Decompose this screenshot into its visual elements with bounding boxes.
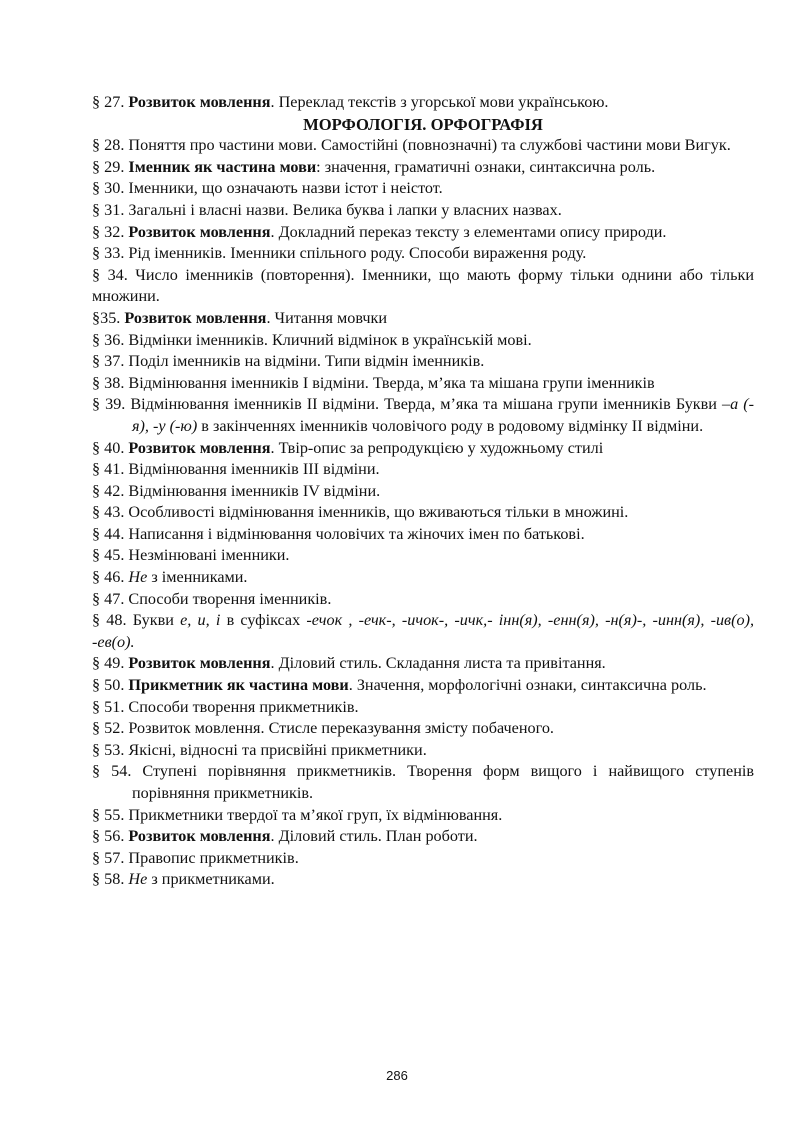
- section-number: § 27.: [92, 93, 129, 111]
- section-paragraph-p47: [92, 589, 754, 611]
- paragraph-text: § 45. Незмінювані іменники.: [92, 546, 290, 565]
- paragraph-text: § 49.: [92, 654, 129, 673]
- section-paragraph-p56: [92, 826, 754, 848]
- paragraph-text: . Читання мовчки: [266, 308, 388, 327]
- section-paragraph-p38: [92, 373, 754, 395]
- paragraph-text: в суфіксах: [220, 611, 307, 630]
- section-paragraph-p53: [92, 740, 754, 762]
- paragraph-text: . Значення, морфологічні ознаки, синтаксична роль.: [348, 676, 707, 695]
- section-paragraph-p42: [92, 481, 754, 503]
- section-paragraph-p46: [92, 567, 754, 589]
- paragraph-text: § 38. Відмінювання іменників І відміни. Тверда, м’яка та мішана групи іменників: [92, 373, 655, 392]
- paragraph-text: § 37. Поділ іменників на відміни. Типи відмін іменників.: [92, 352, 485, 371]
- bold-term: Розвиток мовлення: [128, 222, 271, 241]
- section-paragraph-p39: [92, 394, 754, 437]
- section-heading: МОРФОЛОГІЯ. ОРФОГРАФІЯ: [303, 114, 543, 134]
- paragraph-text: § 39. Відмінювання іменників ІІ відміни. Тверда, м’яка та мішана групи іменників Букви: [92, 395, 722, 414]
- section-paragraph-p49: [92, 653, 754, 675]
- section-text: . Переклад текстів з угорської мови українською.: [270, 93, 609, 111]
- paragraph-text: з іменниками.: [147, 568, 248, 587]
- paragraph-list: [92, 135, 754, 891]
- section-27-paragraph: [92, 92, 754, 114]
- paragraph-text: § 44. Написання і відмінювання чоловічих та жіночих імен по батькові.: [92, 524, 585, 543]
- section-paragraph-p55: [92, 805, 754, 827]
- paragraph-text: § 50.: [92, 676, 129, 695]
- paragraph-text: § 41. Відмінювання іменників ІІІ відміни.: [92, 460, 380, 479]
- section-paragraph-p28: [92, 135, 754, 157]
- section-paragraph-p31: [92, 200, 754, 222]
- paragraph-text: § 48. Букви: [92, 611, 181, 630]
- italic-term: е, и, і: [180, 611, 221, 630]
- paragraph-text: з прикметниками.: [147, 870, 275, 889]
- paragraph-text: § 56.: [92, 827, 129, 846]
- paragraph-text: § 52. Розвиток мовлення. Стисле переказування змісту побаченого.: [92, 719, 554, 738]
- paragraph-text: §35.: [92, 308, 125, 327]
- bold-term: Розвиток мовлення: [128, 438, 271, 457]
- italic-term: -ечок , -ечк-, -ичок-, -ичк,- інн(я), -енн(я), -н(я)-, -инн(я), -ив(о), -ев(о).: [92, 611, 755, 651]
- paragraph-text: § 30. Іменники, що означають назви істот і неістот.: [92, 179, 443, 198]
- paragraph-text: § 57. Правопис прикметників.: [92, 848, 299, 867]
- section-paragraph-p34: [92, 265, 754, 308]
- paragraph-text: . Твір-опис за репродукцією у художньому стилі: [270, 438, 604, 457]
- paragraph-text: § 53. Якісні, відносні та присвійні прикметники.: [92, 740, 427, 759]
- section-paragraph-p40: [92, 438, 754, 460]
- section-paragraph-p48: [92, 610, 754, 653]
- paragraph-text: в закінченнях іменників чоловічого роду в родовому відмінку ІІ відміни.: [197, 416, 704, 435]
- paragraph-text: : значення, граматичні ознаки, синтаксична роль.: [316, 157, 656, 176]
- section-paragraph-p57: [92, 848, 754, 870]
- bold-term: Іменник як частина мови: [128, 157, 317, 176]
- section-paragraph-p58: [92, 869, 754, 891]
- paragraph-text: § 51. Способи творення прикметників.: [92, 697, 359, 716]
- section-paragraph-p50: [92, 675, 754, 697]
- section-paragraph-p29: [92, 157, 754, 179]
- paragraph-text: . Докладний переказ тексту з елементами опису природи.: [270, 222, 667, 241]
- bold-term: Розвиток мовлення: [128, 654, 271, 673]
- bold-term: Розвиток мовлення: [128, 827, 271, 846]
- paragraph-text: § 43. Особливості відмінювання іменників, що вживаються тільки в множині.: [92, 503, 629, 522]
- section-paragraph-p54: [92, 761, 754, 804]
- paragraph-text: § 55. Прикметники твердої та м’якої груп, їх відмінювання.: [92, 805, 503, 824]
- section-paragraph-p44: [92, 524, 754, 546]
- section-paragraph-p30: [92, 178, 754, 200]
- section-paragraph-p33: [92, 243, 754, 265]
- paragraph-text: § 31. Загальні і власні назви. Велика буква і лапки у власних назвах.: [92, 200, 562, 219]
- bold-term: Прикметник як частина мови: [128, 676, 349, 695]
- paragraph-text: § 34. Число іменників (повторення). Іменники, що мають форму тільки однини або тільки множини.: [92, 265, 754, 306]
- paragraph-text: § 33. Рід іменників. Іменники спільного роду. Способи вираження роду.: [92, 244, 587, 263]
- bold-term: Розвиток мовлення: [128, 93, 271, 111]
- bold-term: Розвиток мовлення: [124, 308, 267, 327]
- section-paragraph-p36: [92, 330, 754, 352]
- paragraph-text: . Діловий стиль. Складання листа та привітання.: [270, 654, 606, 673]
- paragraph-text: § 36. Відмінки іменників. Кличний відмінок в українській мові.: [92, 330, 532, 349]
- paragraph-text: § 58.: [92, 870, 129, 889]
- section-paragraph-p32: [92, 222, 754, 244]
- section-paragraph-p51: [92, 697, 754, 719]
- paragraph-text: § 28. Поняття про частини мови. Самостійні (повнозначні) та службові частини мови Вигук.: [92, 136, 731, 155]
- section-paragraph-p35: [92, 308, 754, 330]
- paragraph-text: § 54. Ступені порівняння прикметників. Творення форм вищого і найвищого ступенів порівняння прикметників.: [92, 762, 754, 802]
- page-number: 286: [386, 1068, 408, 1083]
- paragraph-text: § 42. Відмінювання іменників IV відміни.: [92, 481, 381, 500]
- paragraph-text: § 46.: [92, 568, 129, 587]
- section-paragraph-p37: [92, 351, 754, 373]
- document-body: [92, 92, 754, 891]
- paragraph-text: § 40.: [92, 438, 129, 457]
- section-paragraph-p43: [92, 502, 754, 524]
- italic-term: –а (-я), -у (-ю): [132, 395, 754, 435]
- paragraph-text: § 32.: [92, 222, 129, 241]
- section-paragraph-p52: [92, 718, 754, 740]
- italic-term: Не: [128, 568, 148, 587]
- italic-term: Не: [128, 870, 148, 889]
- paragraph-text: . Діловий стиль. План роботи.: [270, 827, 478, 846]
- section-paragraph-p45: [92, 545, 754, 567]
- paragraph-text: § 47. Способи творення іменників.: [92, 589, 332, 608]
- paragraph-text: § 29.: [92, 157, 129, 176]
- section-paragraph-p41: [92, 459, 754, 481]
